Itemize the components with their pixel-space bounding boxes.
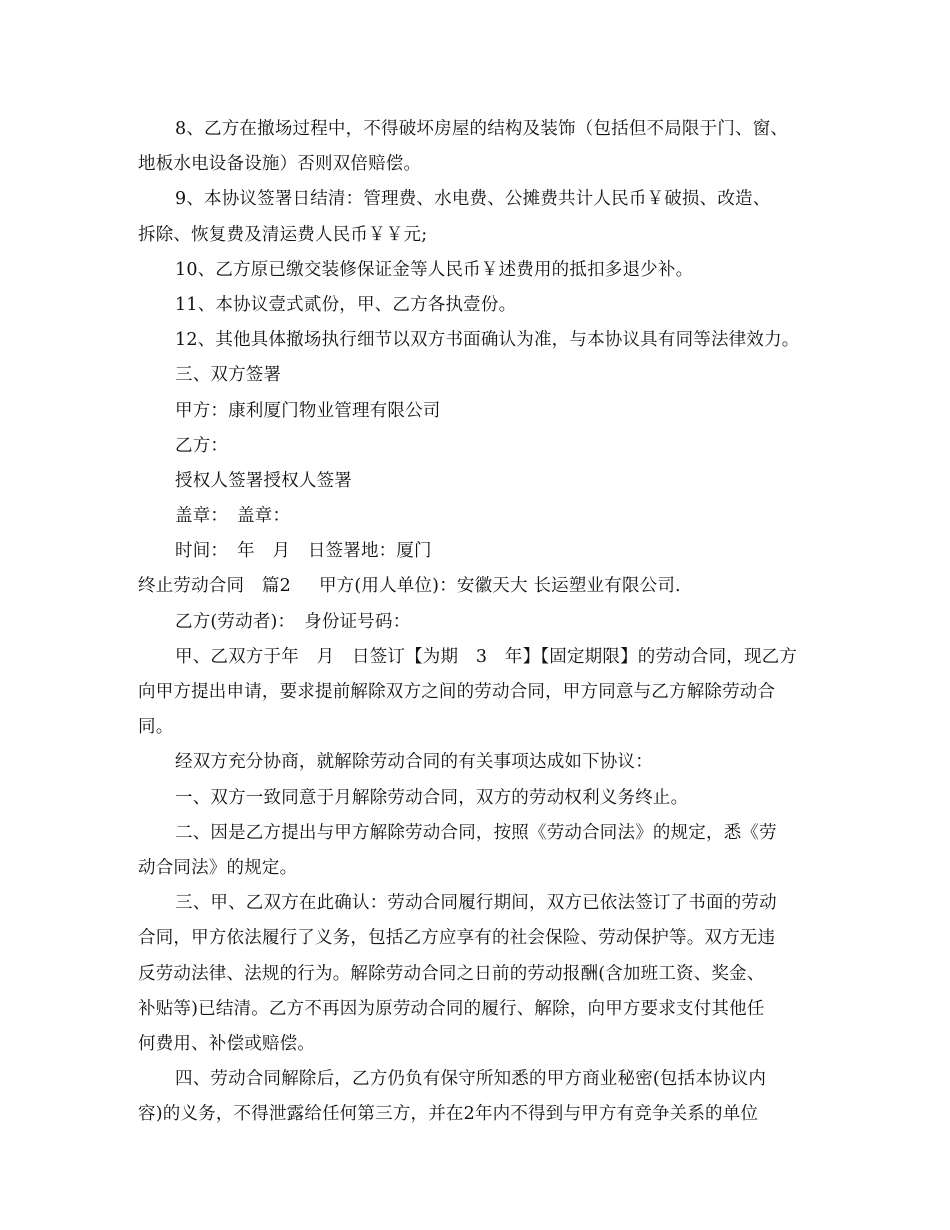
text-line-content: 地板水电设备设施）否则双倍赔偿。 (138, 154, 422, 175)
text-line-content: 终止劳动合同 篇2 (138, 576, 291, 597)
text-line-content: 8、乙方在撤场过程中，不得破坏房屋的结构及装饰（包括但不局限于门、窗、 (175, 119, 789, 139)
text-line (138, 921, 838, 956)
text-line-content: 动合同法》的规定。 (138, 857, 298, 878)
text-line-content: 甲方：康利厦门物业管理有限公司 (175, 400, 441, 421)
text-line-content: 9、本协议签署日结清：管理费、水电费、公摊费共计人民币￥破损、改造、 (175, 189, 771, 210)
text-line (138, 429, 838, 464)
text-line (138, 182, 838, 217)
text-line-content: 何费用、补偿或赔偿。 (138, 1033, 315, 1054)
text-line-content: 二、因是乙方提出与甲方解除劳动合同，按照《劳动合同法》的规定，悉《劳 (175, 822, 777, 843)
text-line (138, 1097, 838, 1132)
text-line-content: 经双方充分协商，就解除劳动合同的有关事项达成如下协议： (175, 752, 653, 773)
text-line (138, 112, 838, 147)
text-line-content: 乙方(劳动者)： 身份证号码： (175, 611, 411, 632)
text-line (138, 1062, 838, 1097)
text-line-content: 四、劳动合同解除后，乙方仍负有保守所知悉的甲方商业秘密(包括本协议内 (175, 1069, 767, 1090)
text-line (138, 218, 838, 253)
text-line (138, 569, 838, 604)
text-line-content: 一、双方一致同意于月解除劳动合同，双方的劳动权利义务终止。 (175, 787, 689, 808)
text-line (138, 394, 838, 429)
text-line (138, 851, 838, 886)
text-line (138, 781, 838, 816)
text-line-content: 时间： 年 月 日签署地：厦门 (175, 541, 432, 562)
text-line (138, 957, 838, 992)
text-line-content: 三、双方签署 (175, 365, 282, 386)
text-line (138, 534, 838, 569)
text-line (138, 147, 838, 182)
text-line-content: 授权人签署授权人签署 (175, 470, 352, 491)
text-line-content: 合同，甲方依法履行了义务，包括乙方应享有的社会保险、劳动保护等。双方无违 (138, 928, 776, 949)
text-line-content: 乙方： (175, 435, 229, 456)
text-line-content: 11、本协议壹式贰份，甲、乙方各执壹份。 (175, 294, 517, 315)
text-line (138, 605, 838, 640)
text-line (138, 288, 838, 323)
text-line-content: 三、甲、乙双方在此确认：劳动合同履行期间，双方已依法签订了书面的劳动 (175, 893, 777, 914)
text-line (138, 675, 838, 710)
text-line-content: 12、其他具体撤场执行细节以双方书面确认为准，与本协议具有同等法律效力。 (175, 330, 800, 351)
text-line-content: 同。 (138, 717, 174, 738)
text-line (138, 464, 838, 499)
text-line (138, 253, 838, 288)
text-line-content: 向甲方提出申请，要求提前解除双方之间的劳动合同，甲方同意与乙方解除劳动合 (138, 682, 776, 702)
text-line (138, 992, 838, 1027)
text-line-content: 10、乙方原已缴交装修保证金等人民币￥述费用的抵扣多退少补。 (175, 259, 694, 280)
text-line-content: 拆除、恢复费及清运费人民币￥￥元; (138, 224, 428, 245)
text-line (138, 323, 838, 358)
text-line-content: 盖章： 盖章： (175, 506, 291, 527)
text-line (138, 358, 838, 393)
text-line (138, 816, 838, 851)
text-line (138, 640, 838, 675)
text-line-content: 甲、乙双方于年 月 日签订【为期 3 年】【固定期限】的劳动合同，现乙方 (175, 646, 798, 667)
text-line-content: 补贴等)已结清。乙方不再因为原劳动合同的履行、解除，向甲方要求支付其他任 (138, 998, 765, 1019)
text-line-continuation: 甲方(用人单位)：安徽天大 长运塑业有限公司. (318, 576, 681, 597)
text-line (138, 1027, 838, 1062)
text-line (138, 499, 838, 534)
text-line-content: 容)的义务，不得泄露给任何第三方，并在2年内不得到与甲方有竞争关系的单位 (138, 1104, 759, 1125)
document-body (138, 112, 838, 1132)
text-line (138, 886, 838, 921)
text-line (138, 745, 838, 780)
text-line (138, 710, 838, 745)
text-line-content: 反劳动法律、法规的行为。解除劳动合同之日前的劳动报酬(含加班工资、奖金、 (138, 963, 765, 984)
